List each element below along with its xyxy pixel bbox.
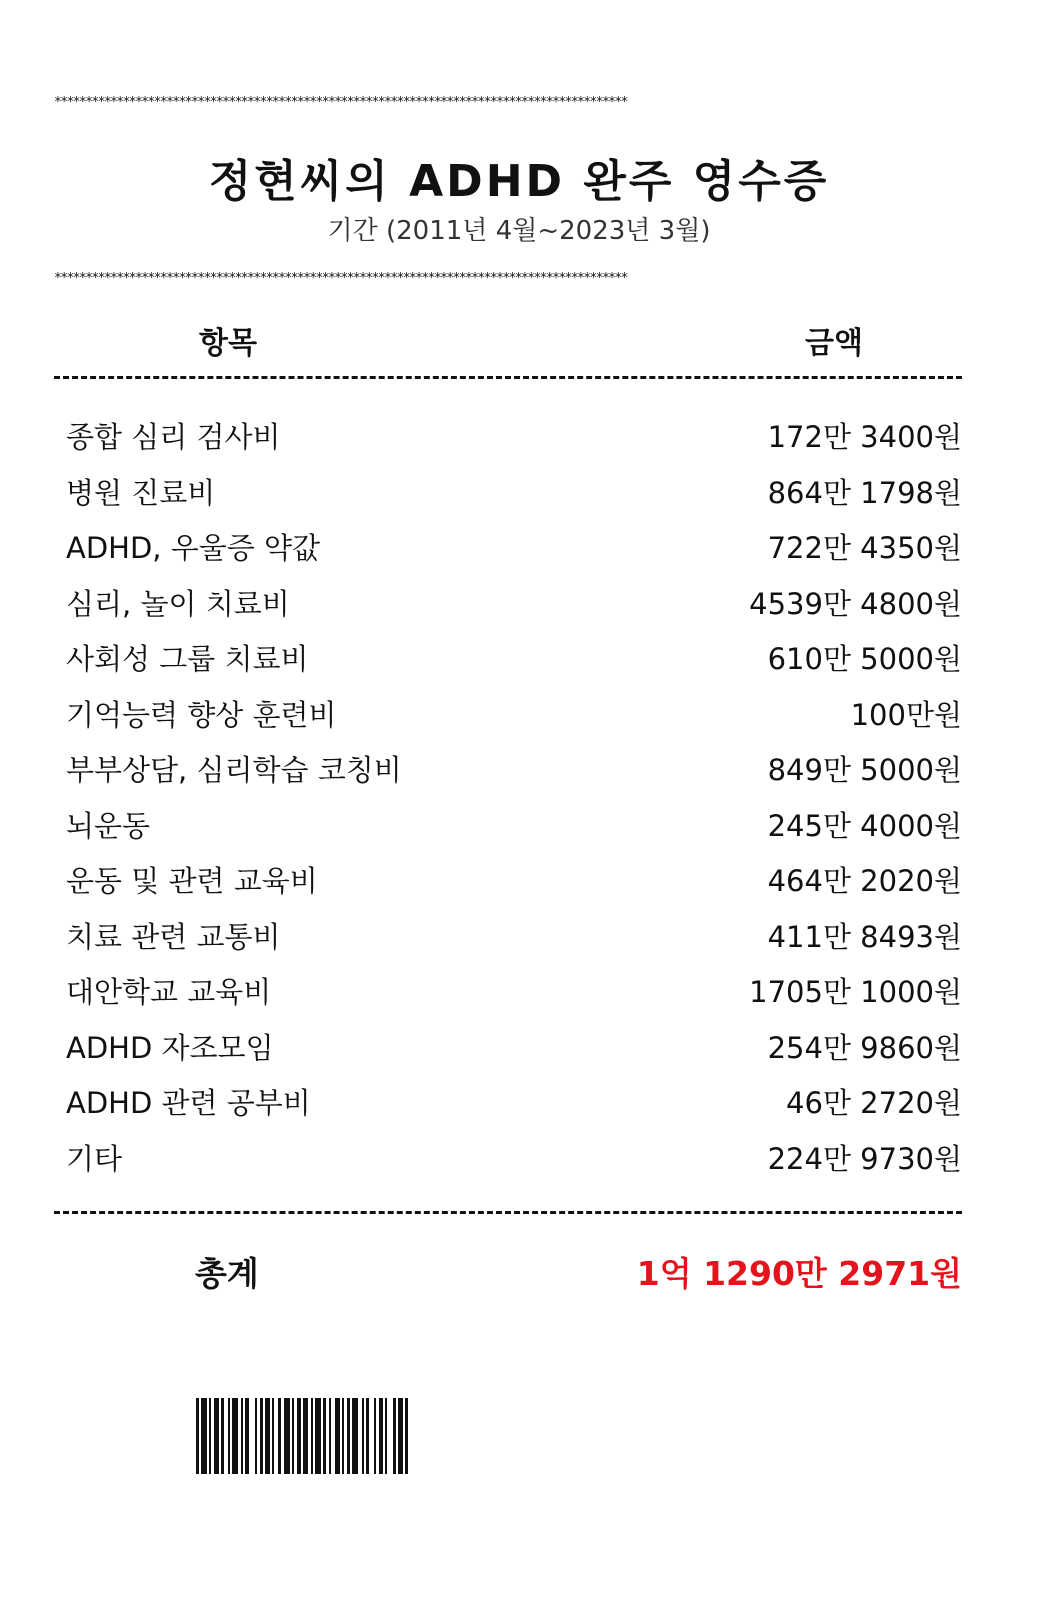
line-item	[66, 797, 962, 853]
column-header-item: 항목	[199, 326, 257, 361]
line-item	[66, 908, 962, 964]
line-item-amount: 849만 5000원	[767, 753, 962, 788]
line-item	[66, 963, 962, 1019]
line-item-label: 운동 및 관련 교육비	[66, 864, 318, 899]
line-item-label: 심리, 놀이 치료비	[66, 586, 290, 621]
line-item-label: 뇌운동	[66, 808, 151, 843]
line-item	[66, 408, 962, 464]
line-item-amount: 172만 3400원	[767, 420, 962, 455]
line-item	[66, 464, 962, 520]
line-item	[66, 686, 962, 742]
line-item-amount: 245만 4000원	[767, 808, 962, 843]
line-item	[66, 852, 962, 908]
dashed-divider-bottom	[54, 1211, 962, 1214]
line-items	[66, 408, 962, 1185]
line-item-label: ADHD, 우울증 약값	[66, 531, 321, 566]
line-item-amount: 254만 9860원	[767, 1030, 962, 1065]
line-item	[66, 1130, 962, 1186]
line-item-label: ADHD 자조모임	[66, 1030, 274, 1065]
line-item-label: 치료 관련 교통비	[66, 919, 281, 954]
line-item-label: 기타	[66, 1141, 123, 1176]
total-label: 총계	[195, 1254, 259, 1293]
column-header-amount: 금액	[805, 326, 863, 361]
line-item	[66, 519, 962, 575]
line-item-amount: 722만 4350원	[767, 531, 962, 566]
line-item	[66, 1074, 962, 1130]
receipt-period: 기간 (2011년 4월~2023년 3월)	[327, 216, 711, 246]
line-item	[66, 575, 962, 631]
line-item-amount: 4539만 4800원	[749, 586, 962, 621]
receipt-title: 정현씨의 ADHD 완주 영수증	[208, 156, 830, 207]
line-item-label: 부부상담, 심리학습 코칭비	[66, 753, 402, 788]
line-item-amount: 464만 2020원	[767, 864, 962, 899]
line-item-label: 종합 심리 검사비	[66, 420, 281, 455]
line-item-label: 병원 진료비	[66, 475, 216, 510]
line-item	[66, 1019, 962, 1075]
line-item-amount: 100만원	[850, 697, 962, 732]
line-item-amount: 411만 8493원	[767, 919, 962, 954]
line-item	[66, 630, 962, 686]
line-item-label: 기억능력 향상 훈련비	[66, 697, 337, 732]
line-item-amount: 46만 2720원	[786, 1086, 962, 1121]
total-amount: 1억 1290만 2971원	[636, 1254, 962, 1293]
line-item-amount: 864만 1798원	[767, 475, 962, 510]
top-star-divider: ********************************************************************************************	[54, 96, 627, 110]
barcode-icon	[196, 1398, 818, 1474]
line-item-amount: 610만 5000원	[767, 642, 962, 677]
line-item-label: ADHD 관련 공부비	[66, 1086, 311, 1121]
line-item-label: 사회성 그룹 치료비	[66, 642, 309, 677]
middle-star-divider: ********************************************************************************************	[54, 272, 627, 286]
line-item-amount: 224만 9730원	[767, 1141, 962, 1176]
line-item-label: 대안학교 교육비	[66, 975, 272, 1010]
line-item-amount: 1705만 1000원	[749, 975, 962, 1010]
line-item	[66, 741, 962, 797]
dashed-divider-top	[54, 376, 962, 379]
